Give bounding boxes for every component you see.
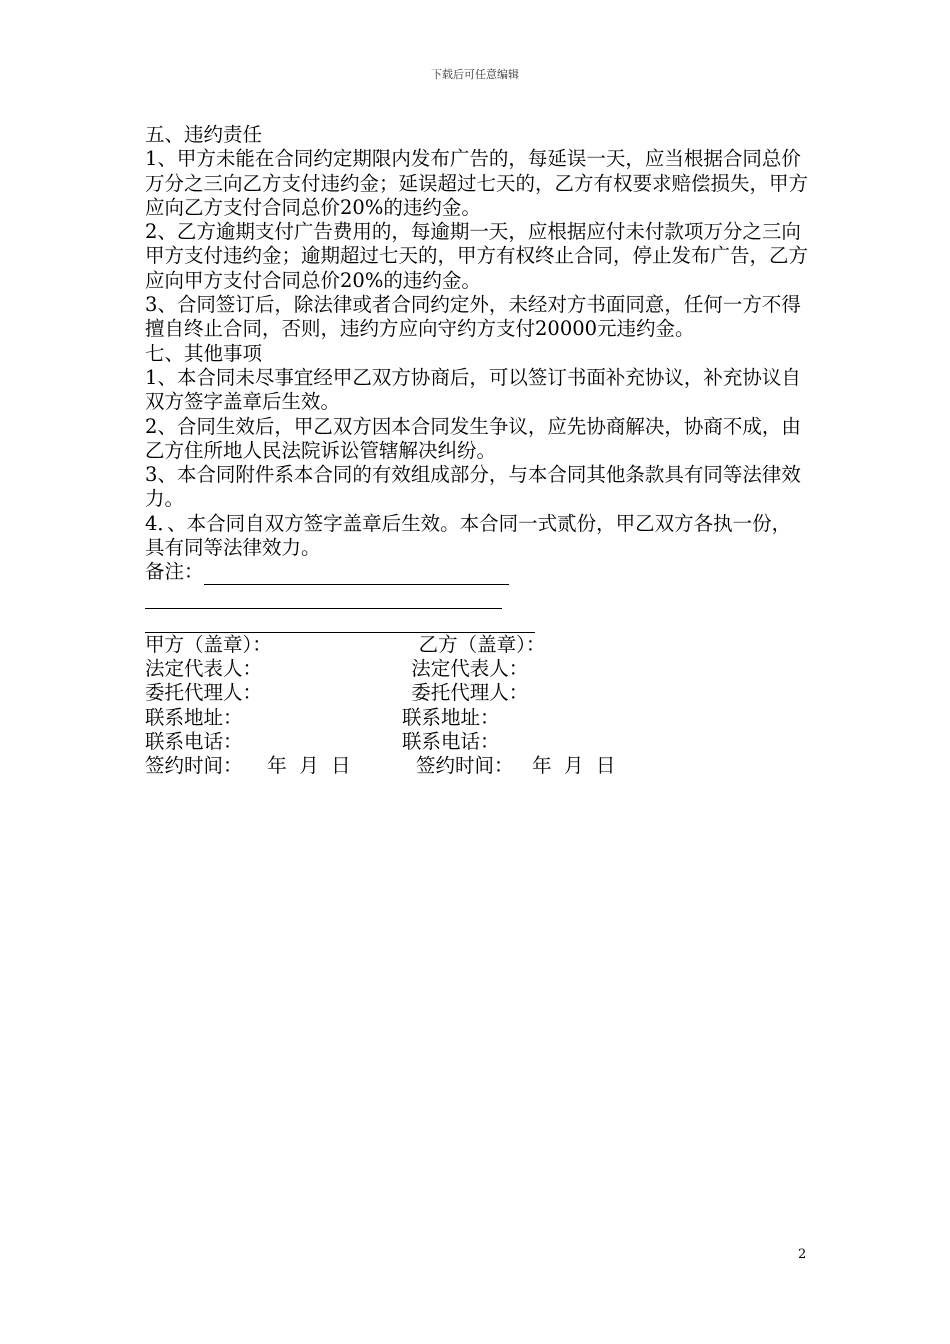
remark-fill-line-3 [145,609,535,633]
signature-row-phone [145,730,810,754]
party-b-date-label: 签约时间： 年 月 日 [385,754,616,778]
party-a-date-label: 签约时间： 年 月 日 [145,754,351,778]
remark-fill-line-2 [145,585,502,609]
document-body [145,123,810,778]
signature-row-address [145,706,810,730]
party-b-phone-label: 联系电话： [402,729,500,753]
page-number: 2 [798,1247,807,1262]
section-7-item-4: 4．、本合同自双方签字盖章后生效。本合同一式贰份，甲乙双方各执一份，具有同等法律效力。 [145,511,792,560]
party-b-agent-label: 委托代理人： [405,681,529,705]
party-b-address-label: 联系地址： [402,705,500,729]
section-5-item-1: 1、甲方未能在合同约定期限内发布广告的，每延误一天，应当根据合同总价万分之三向乙方支付违约金；延误超过七天的，乙方有权要求赔偿损失，甲方应向乙方支付合同总价20%的违约金。 [145,147,809,219]
party-a-phone-label: 联系电话： [145,729,243,753]
section-7-item-2: 2、合同生效后，甲乙双方因本合同发生争议，应先协商解决，协商不成，由乙方住所地人民法院诉讼管辖解决纠纷。 [145,414,801,462]
remark-label: 备注： [145,560,204,584]
section-7-item-3: 3、本合同附件系本合同的有效组成部分，与本合同其他条款具有同等法律效力。 [145,463,801,511]
party-b-legal-rep-label: 法定代表人： [405,656,529,680]
signature-block [145,633,810,779]
section-7-item-1: 1、本合同未尽事宜经甲乙双方协商后，可以签订书面补充协议，补充协议自双方签字盖章后生效。 [145,365,801,414]
page-header: 下载后可任意编辑 [431,68,519,81]
section-5-item-3: 3、合同签订后，除法律或者合同约定外，未经对方书面同意，任何一方不得擅自终止合同，否则，违约方应向守约方支付20000元违约金。 [145,293,801,341]
section-5-item-2: 2、乙方逾期支付广告费用的，每逾期一天，应根据应付未付款项万分之三向甲方支付违约金；逾期超过七天的，甲方有权终止合同，停止发布广告，乙方应向甲方支付合同总价20%的违约金。 [145,220,809,292]
section-5-title: 五、违约责任 [145,123,263,146]
party-a-legal-rep-label: 法定代表人： [145,656,263,680]
party-a-agent-label: 委托代理人： [145,681,263,705]
signature-row-date [145,754,810,778]
remark-row [145,560,810,584]
remark-fill-line-1 [204,564,509,585]
signature-row-seal [145,633,810,657]
party-a-seal-label: 甲方（盖章）： [145,632,272,656]
section-7-title: 七、其他事项 [145,341,263,365]
party-b-seal-label: 乙方（盖章）： [400,632,546,656]
party-a-address-label: 联系地址： [145,705,243,729]
signature-row-legal-rep [145,657,810,681]
signature-row-agent [145,681,810,705]
